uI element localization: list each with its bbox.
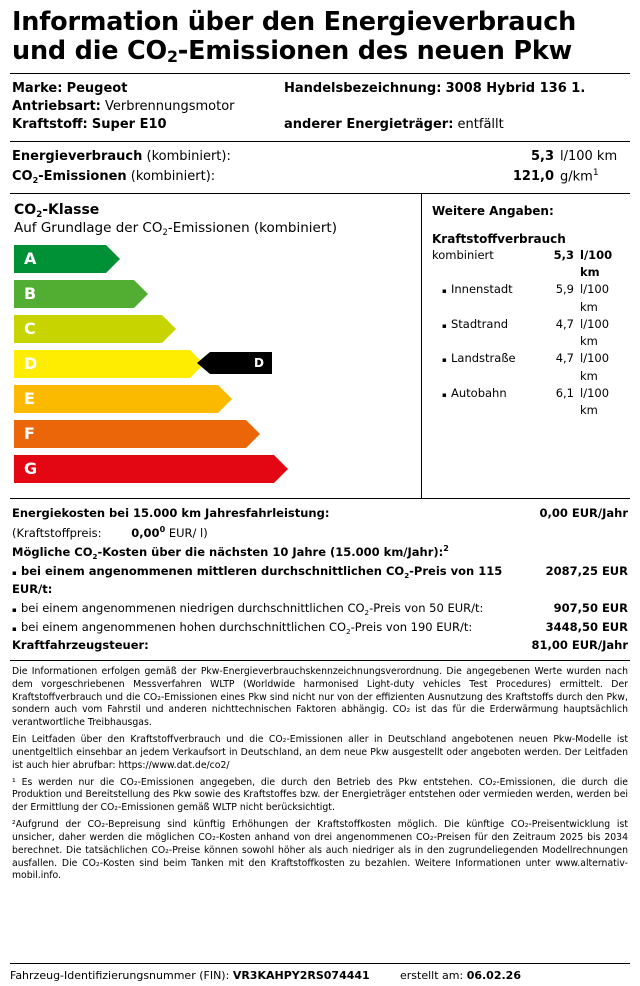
document-footer [10, 966, 630, 982]
co2-cost-scenario-label: ▪ bei einem angenommenen niedrigen durchschnittlichen $CO_2$-Preis von 50 EUR/t: [12, 601, 484, 618]
bullet-icon: ▪ [442, 321, 447, 330]
fuel-consumption-unit: l/100 km [580, 385, 610, 418]
anderer-energietraeger-cell [284, 116, 628, 134]
footnote-marker-2: 2 [443, 544, 449, 554]
vehicle-info-section [10, 74, 630, 141]
fuel-consumption-value: 5,9 [555, 282, 574, 297]
fuel-consumption-key: kombiniert [432, 247, 494, 262]
handelsbezeichnung-value: 3008 Hybrid 136 1. [445, 81, 586, 97]
fuel-consumption-heading: Kraftstoffverbrauch [432, 231, 566, 246]
vehicle-tax-value: 81,00 EUR/Jahr [531, 638, 628, 653]
fuel-consumption-key: ▪ Innenstadt [442, 282, 513, 297]
consumption-section [10, 142, 630, 193]
efficiency-bar-label: G [24, 459, 38, 479]
fin-label: Fahrzeug-Identifizierungsnummer (FIN): [10, 969, 230, 982]
co2-cost-scenario-row [12, 599, 628, 618]
efficiency-bar-label: D [24, 354, 38, 374]
page-title-line1: Information über den Energieverbrauch [12, 7, 577, 37]
efficiency-bar-body [14, 315, 162, 343]
handelsbezeichnung-cell [284, 80, 628, 98]
efficiency-bar-label: A [24, 249, 37, 269]
co2-class-scale [10, 194, 422, 498]
fuel-consumption-row [432, 350, 626, 385]
bullet-icon: ▪ [12, 568, 17, 577]
co2-cost-scenario-value: 2087,25 EUR [545, 563, 628, 578]
co2-cost-scenario-label: ▪ bei einem angenommenen hohen durchschnittlichen $CO_2$-Preis von 190 EUR/t: [12, 619, 473, 636]
created-label: erstellt am: [400, 969, 464, 982]
divider-footer [10, 963, 630, 964]
fuel-consumption-value: 6,1 [555, 385, 574, 400]
efficiency-bar-body [14, 350, 190, 378]
co2-cost-scenario-value: 907,50 EUR [553, 601, 628, 616]
kraftstoff-label: Kraftstoff: [12, 116, 88, 132]
fuel-consumption-unit: l/100 km [580, 282, 610, 314]
fuel-consumption-row [432, 247, 626, 282]
efficiency-bar-c [14, 313, 413, 344]
kraftstoff-value: Super E10 [91, 116, 167, 132]
page-title [12, 8, 630, 65]
co2-class-subtitle: Auf Grundlage der $CO_2$-Emissionen (kombiniert) [14, 220, 337, 238]
marke-label: Marke: [12, 81, 63, 97]
co2-price-unit: EUR/t: [12, 582, 53, 597]
fin-cell [10, 969, 400, 982]
efficiency-bar-body [14, 420, 246, 448]
efficiency-bar-label: C [24, 319, 36, 339]
fuel-price-row [12, 523, 628, 542]
fuel-consumption-value: 4,7 [555, 316, 574, 331]
energy-value: 5,3 [530, 148, 554, 164]
costs-section [10, 499, 630, 660]
vehicle-tax-label: Kraftfahrzeugsteuer: [12, 638, 149, 653]
co2-emissions-unit: $g/km^1$ [560, 167, 599, 185]
anderer-energietraeger-label: anderer Energieträger: [284, 116, 454, 132]
consumption-row-co2 [12, 167, 628, 187]
legal-paragraph-1: Die Informationen erfolgen gemäß der Pkw-Energieverbrauchskennzeichnungsverordnung. Die angegebenen Werte wurden nach dem vorgeschriebenen Messverfahren WLTP (Worldwide harmonised Light-duty vehicles Test Procedures) ermittelt. Der Kraftstoffverbrauch und die CO₂-Emissionen eines Pkw sind nicht nur von der effizienten Ausnutzung des Kraftstoffs durch den Pkw, sondern auch vom Fahrstil und anderen nichttechnischen Faktoren abhängig. CO₂ ist das für die Erderwärmung hauptsächlich verantwortliche Treibhausgas. [12, 665, 628, 729]
kraftstoff-cell [12, 116, 284, 134]
co2-price-assumption: 190 [410, 619, 433, 634]
marke-cell [12, 80, 284, 98]
co2-cost-scenario-row [12, 618, 628, 637]
efficiency-bar-g [14, 453, 413, 484]
footnote-marker-1: 1 [592, 167, 599, 178]
energy-costs-label: Energiekosten bei 15.000 km Jahresfahrleistung: [12, 506, 330, 521]
marke-value: Peugeot [66, 81, 128, 97]
co2-subscript: 2 [364, 608, 370, 618]
created-value: 06.02.26 [466, 969, 521, 982]
fuel-consumption-key: ▪ Autobahn [442, 385, 507, 400]
co2-emissions-value: 121,0 [512, 169, 554, 185]
co2-cost-scenarios [12, 562, 628, 637]
vehicle-row-kraftstoff [12, 116, 628, 134]
co2-costs-heading-row [12, 542, 628, 561]
legal-notes [10, 661, 630, 883]
fuel-consumption-key: ▪ Landstraße [442, 351, 516, 366]
co2-subscript: 2 [167, 46, 178, 66]
co2-price-unit: EUR/t: [447, 601, 484, 616]
bullet-icon: ▪ [442, 390, 447, 399]
co2-subscript: 2 [162, 227, 168, 238]
further-details [422, 194, 630, 498]
co2-cost-scenario-value: 3448,50 EUR [545, 619, 628, 634]
co2-subscript: 2 [32, 176, 39, 186]
energy-unit: l/100 km [560, 148, 618, 164]
fuel-consumption-row [432, 316, 626, 351]
co2-emissions-label: $CO_2$-Emissionen (kombiniert): [12, 169, 216, 186]
energy-costs-value: 0,00 EUR/Jahr [539, 506, 628, 521]
efficiency-bar-a [14, 243, 413, 274]
efficiency-bar-body [14, 385, 218, 413]
co2-subscript: 2 [404, 570, 410, 580]
fuel-consumption-list [432, 247, 626, 420]
fuel-consumption-unit: l/100 km [580, 351, 610, 383]
co2-costs-heading: Mögliche $CO_2$-Kosten über die nächsten 10 Jahre (15.000 km/Jahr):$^2$ [12, 544, 449, 562]
co2-cost-scenario-label: ▪ bei einem angenommenen mittleren durchschnittlichen $CO_2$-Preis von 115 EUR/t: [12, 563, 503, 597]
legal-footnote-2: ²Aufgrund der CO₂-Bepreisung sind künftig Erhöhungen der Kraftstoffkosten möglich. Die künftige CO₂-Preisentwicklung ist unsicher, daher werden die möglichen CO₂-Kosten anhand von drei angenommenen CO₂-Preisen für den Zeitraum 2025 bis 2034 berechnet. Die tatsächlichen CO₂-Preise können sowohl höher als auch niedriger als in den zugrundeliegenden Modellrechnungen ausfallen. Die CO₂-Kosten sind beim Tanken mit den Kraftstoffkosten zu bezahlen. Weitere Informationen unter www.alternativ-mobil.info. [12, 819, 628, 882]
co2-subscript: 2 [92, 552, 98, 562]
co2-subscript: 2 [346, 626, 351, 636]
fuel-consumption-value: 4,7 [555, 351, 574, 366]
fuel-consumption-unit: l/100 km [580, 247, 613, 280]
efficiency-bar-label: F [24, 424, 35, 444]
efficiency-bar-label: E [24, 389, 35, 409]
antriebsart-value: Verbrennungsmotor [105, 99, 235, 115]
efficiency-bar-f [14, 418, 413, 449]
bullet-icon: ▪ [12, 606, 17, 615]
bullet-icon: ▪ [442, 356, 447, 365]
efficiency-bar-body [14, 455, 274, 483]
energy-costs-row [12, 504, 628, 523]
fuel-consumption-row [432, 385, 626, 420]
vehicle-tax-row [12, 636, 628, 655]
co2-cost-scenario-row [12, 562, 628, 599]
page-title-line2: und die $CO_2$-Emissionen des neuen Pkw [12, 35, 572, 66]
bullet-icon: ▪ [12, 624, 17, 633]
fin-value: VR3KAHPY2RS074441 [232, 969, 370, 982]
efficiency-bar-body [14, 245, 106, 273]
fuel-price-value: 0,00 [131, 525, 160, 540]
selected-class-pointer: D [210, 352, 272, 374]
co2-class-title: $CO_2$-Klasse [14, 201, 100, 220]
created-cell [400, 969, 630, 982]
fuel-price-sup: 0 [159, 524, 166, 534]
fuel-price-unit: EUR/ l) [168, 525, 208, 540]
co2-price-assumption: 50 [429, 601, 444, 616]
vehicle-row-antriebsart [12, 98, 628, 116]
efficiency-bar-e [14, 383, 413, 414]
fuel-consumption-value: 5,3 [553, 247, 574, 262]
further-details-heading: Weitere Angaben: [432, 203, 554, 218]
fuel-consumption-unit: l/100 km [580, 316, 610, 349]
efficiency-bar-label: B [24, 284, 37, 304]
co2-price-assumption: 115 [478, 563, 503, 578]
energy-label: Energieverbrauch (kombiniert): [12, 148, 231, 164]
antriebsart-label: Antriebsart: [12, 99, 101, 115]
anderer-energietraeger-value: entfällt [457, 116, 504, 132]
vehicle-row-marke [12, 80, 628, 98]
legal-paragraph-2: Ein Leitfaden über den Kraftstoffverbrauch und die CO₂-Emissionen aller in Deutschland angebotenen neuen Pkw-Modelle ist unentgeltlich einsehbar an jedem Verkaufsort in Deutschland, an dem neue Pkw ausgestellt oder angeboten werden. Der Leitfaden ist auch hier abrufbar: https://www.dat.de/co2/ [12, 734, 628, 771]
co2-price-unit: EUR/t: [436, 619, 473, 634]
co2-class-section [10, 194, 630, 499]
efficiency-bar-b [14, 278, 413, 309]
co2-subscript: 2 [36, 209, 43, 220]
antriebsart-cell [12, 98, 284, 116]
fuel-consumption-row [432, 281, 626, 316]
fuel-consumption-key: ▪ Stadtrand [442, 316, 509, 331]
efficiency-bars [14, 243, 413, 484]
efficiency-bar-body [14, 280, 134, 308]
fuel-price-line: (Kraftstoffpreis: 0,00$^0$ EUR/ l) [12, 524, 208, 540]
bullet-icon: ▪ [442, 287, 447, 296]
consumption-row-energy [12, 148, 628, 167]
handelsbezeichnung-label: Handelsbezeichnung: [284, 81, 442, 97]
legal-footnote-1: ¹ Es werden nur die CO₂-Emissionen angegeben, die durch den Betrieb des Pkw entstehen. CO₂-Emissionen, die durch die Produktion und Bereitstellung des Pkw sowie des Kraftstoffes bzw. der Energieträger entstehen oder vermieden werden, werden bei der Ermittlung der CO₂-Emissionen gemäß WLTP nicht berücksichtigt. [12, 776, 628, 814]
